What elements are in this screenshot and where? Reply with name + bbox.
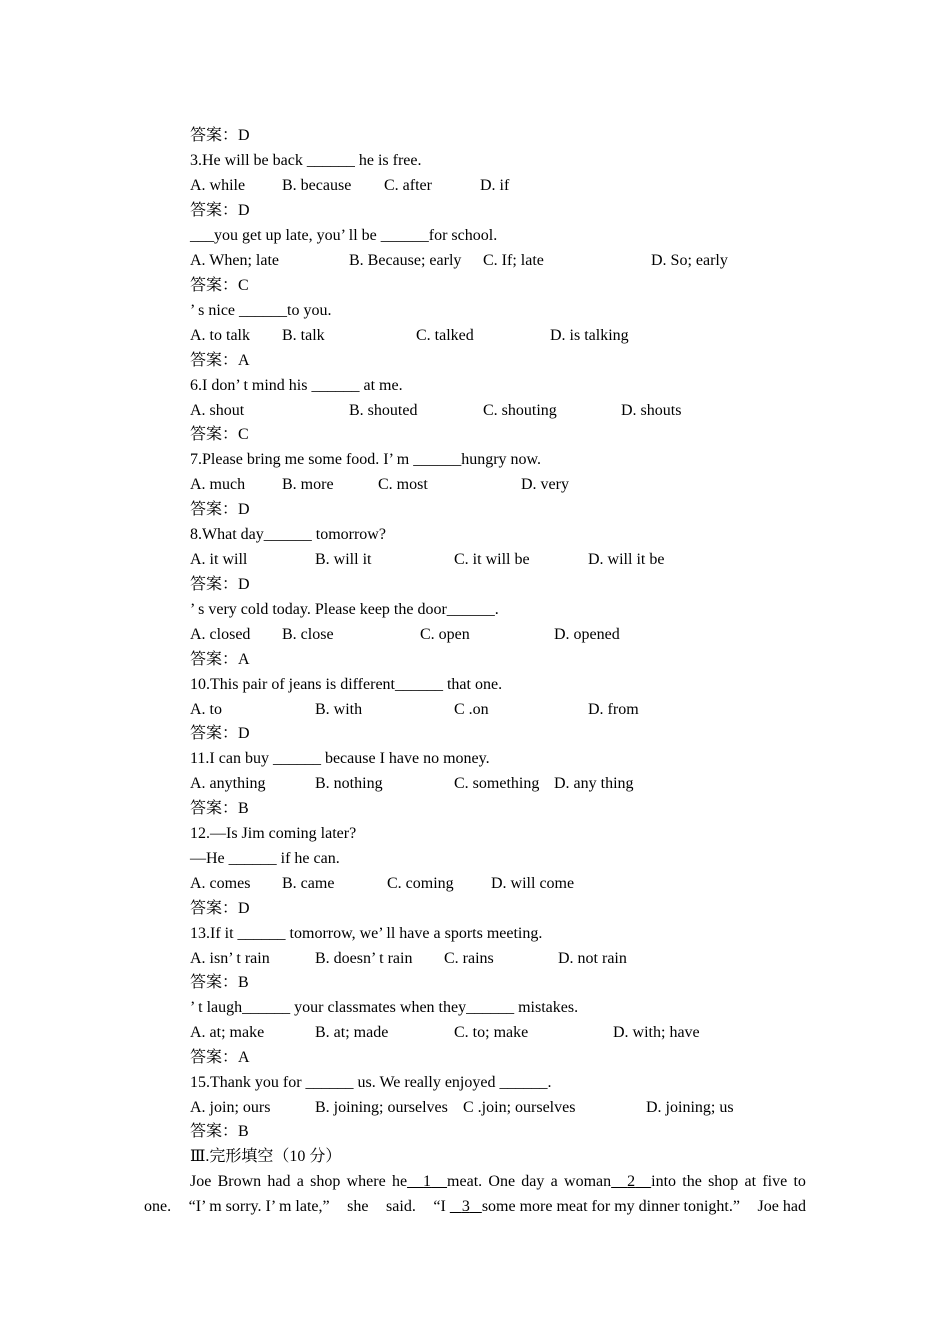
passage-word: a: [296, 1173, 304, 1190]
passage-word: woman: [564, 1173, 612, 1190]
passage-word: five: [762, 1173, 788, 1190]
q5-option-c: C. talked: [416, 327, 474, 344]
question-4: ___you get up late, you’ ll be ______for school.: [190, 227, 498, 244]
q10-option-a: A. to: [190, 701, 222, 718]
passage-word: day: [521, 1173, 545, 1190]
q8-option-a: A. it will: [190, 551, 248, 568]
question-9: ’ s very cold today. Please keep the door______.: [190, 601, 499, 618]
passage-word: at: [744, 1173, 757, 1190]
q14-option-a: A. at; make: [190, 1024, 265, 1041]
passage-word: he: [391, 1173, 408, 1190]
q8-option-b: B. will it: [315, 551, 372, 568]
q8-option-c: C. it will be: [454, 551, 530, 568]
answer-13: 答案：B: [190, 974, 249, 991]
passage-word: where: [346, 1173, 386, 1190]
q3-option-a: A. while: [190, 177, 246, 194]
blank-number: 1: [423, 1173, 432, 1190]
q12-option-d: D. will come: [491, 875, 575, 892]
answer-4: 答案：C: [190, 277, 249, 294]
passage-word-with-blank: [392, 1172, 482, 1192]
q10-option-b: B. with: [315, 701, 363, 718]
passage-word: Joe had: [757, 1198, 806, 1215]
blank-number: 3: [461, 1198, 470, 1215]
passage-word: to: [793, 1173, 806, 1190]
q9-option-b: B. close: [282, 626, 334, 643]
q8-option-d: D. will it be: [588, 551, 665, 568]
question-5: ’ s nice ______to you.: [190, 302, 332, 319]
q5-option-a: A. to talk: [190, 327, 250, 344]
passage-word: she: [347, 1198, 369, 1215]
q7-option-a: A. much: [190, 476, 246, 493]
answer-15: 答案：B: [190, 1123, 249, 1140]
passage-line-2: [144, 1197, 806, 1217]
q13-option-a: A. isn’ t rain: [190, 950, 270, 967]
answer-14: 答案：A: [190, 1049, 250, 1066]
question-13: 13.If it ______ tomorrow, we’ ll have a sports meeting.: [190, 925, 543, 942]
q4-option-c: C. If; late: [483, 252, 544, 269]
answer-7: 答案：D: [190, 501, 250, 518]
passage-word: “I’ m sorry. I’ m late,”: [188, 1198, 330, 1215]
q3-option-c: C. after: [384, 177, 432, 194]
q12-option-a: A. comes: [190, 875, 251, 892]
passage-word: shop: [310, 1173, 341, 1190]
passage-word-with-blank: [433, 1197, 740, 1217]
question-15: 15.Thank you for ______ us. We really enjoyed ______.: [190, 1074, 552, 1091]
q15-option-b: B. joining; ourselves: [315, 1099, 448, 1116]
passage-word: meat.: [447, 1173, 483, 1190]
q10-option-d: D. from: [588, 701, 639, 718]
question-10: 10.This pair of jeans is different______ that one.: [190, 676, 503, 693]
question-8: 8.What day______ tomorrow?: [190, 526, 386, 543]
q13-option-c: C. rains: [444, 950, 494, 967]
passage-word: One: [488, 1173, 516, 1190]
q15-option-c: C .join; ourselves: [463, 1099, 576, 1116]
q6-option-b: B. shouted: [349, 402, 418, 419]
answer-6: 答案：C: [190, 426, 249, 443]
question-7: 7.Please bring me some food. I’ m ______hungry now.: [190, 451, 542, 468]
passage-word: some more meat for my dinner tonight.”: [481, 1198, 740, 1215]
q7-option-b: B. more: [282, 476, 334, 493]
question-11: 11.I can buy ______ because I have no money.: [190, 750, 490, 767]
answer-11: 答案：B: [190, 800, 249, 817]
q15-option-a: A. join; ours: [190, 1099, 271, 1116]
q10-option-c: C .on: [454, 701, 489, 718]
blank-3[interactable]: [450, 1198, 482, 1215]
q3-option-d: D. if: [480, 177, 510, 194]
q14-option-d: D. with; have: [613, 1024, 700, 1041]
answer-9: 答案：A: [190, 651, 250, 668]
q14-option-b: B. at; made: [315, 1024, 389, 1041]
passage-word: the: [682, 1173, 702, 1190]
passage-word: one.: [144, 1198, 172, 1215]
blank-2[interactable]: [611, 1173, 651, 1190]
q4-option-a: A. When; late: [190, 252, 280, 269]
q13-option-b: B. doesn’ t rain: [315, 950, 413, 967]
passage-word: Joe: [190, 1173, 212, 1190]
passage-word: had: [267, 1173, 291, 1190]
answer-3: 答案：D: [190, 202, 250, 219]
question-12: 12.—Is Jim coming later?: [190, 825, 357, 842]
q12-option-c: C. coming: [387, 875, 454, 892]
q12-option-b: B. came: [282, 875, 335, 892]
q14-option-c: C. to; make: [454, 1024, 529, 1041]
passage-word: “I: [433, 1198, 446, 1215]
passage-word: shop: [708, 1173, 739, 1190]
q7-option-c: C. most: [378, 476, 428, 493]
answer-12: 答案：D: [190, 900, 250, 917]
passage-word: a: [550, 1173, 558, 1190]
q4-option-d: D. So; early: [651, 252, 728, 269]
passage-line-1: [190, 1172, 806, 1192]
q9-option-c: C. open: [420, 626, 470, 643]
q11-option-b: B. nothing: [315, 775, 383, 792]
q5-option-b: B. talk: [282, 327, 325, 344]
answer-10: 答案：D: [190, 725, 250, 742]
q15-option-d: D. joining; us: [646, 1099, 734, 1116]
q11-option-d: D. any thing: [554, 775, 634, 792]
q6-option-d: D. shouts: [621, 402, 682, 419]
question-14: ’ t laugh______ your classmates when they______ mistakes.: [190, 999, 579, 1016]
answer-2: 答案：D: [190, 127, 250, 144]
q3-option-b: B. because: [282, 177, 352, 194]
q13-option-d: D. not rain: [558, 950, 627, 967]
question-12-reply: —He ______ if he can.: [190, 850, 340, 867]
answer-8: 答案：D: [190, 576, 250, 593]
q7-option-d: D. very: [521, 476, 569, 493]
q6-option-c: C. shouting: [483, 402, 557, 419]
passage-word: into: [651, 1173, 677, 1190]
section-heading: Ⅲ.完形填空（10 分）: [190, 1148, 342, 1165]
question-6: 6.I don’ t mind his ______ at me.: [190, 377, 403, 394]
q4-option-b: B. Because; early: [349, 252, 462, 269]
q9-option-d: D. opened: [554, 626, 620, 643]
q6-option-a: A. shout: [190, 402, 245, 419]
q9-option-a: A. closed: [190, 626, 251, 643]
blank-number: 2: [627, 1173, 636, 1190]
answer-5: 答案：A: [190, 352, 250, 369]
passage-word: said.: [386, 1198, 416, 1215]
q11-option-c: C. something: [454, 775, 540, 792]
passage-word: Brown: [217, 1173, 262, 1190]
blank-1[interactable]: [407, 1173, 447, 1190]
q11-option-a: A. anything: [190, 775, 266, 792]
passage-word-with-blank: [564, 1172, 676, 1192]
question-3: 3.He will be back ______ he is free.: [190, 152, 422, 169]
q5-option-d: D. is talking: [550, 327, 629, 344]
